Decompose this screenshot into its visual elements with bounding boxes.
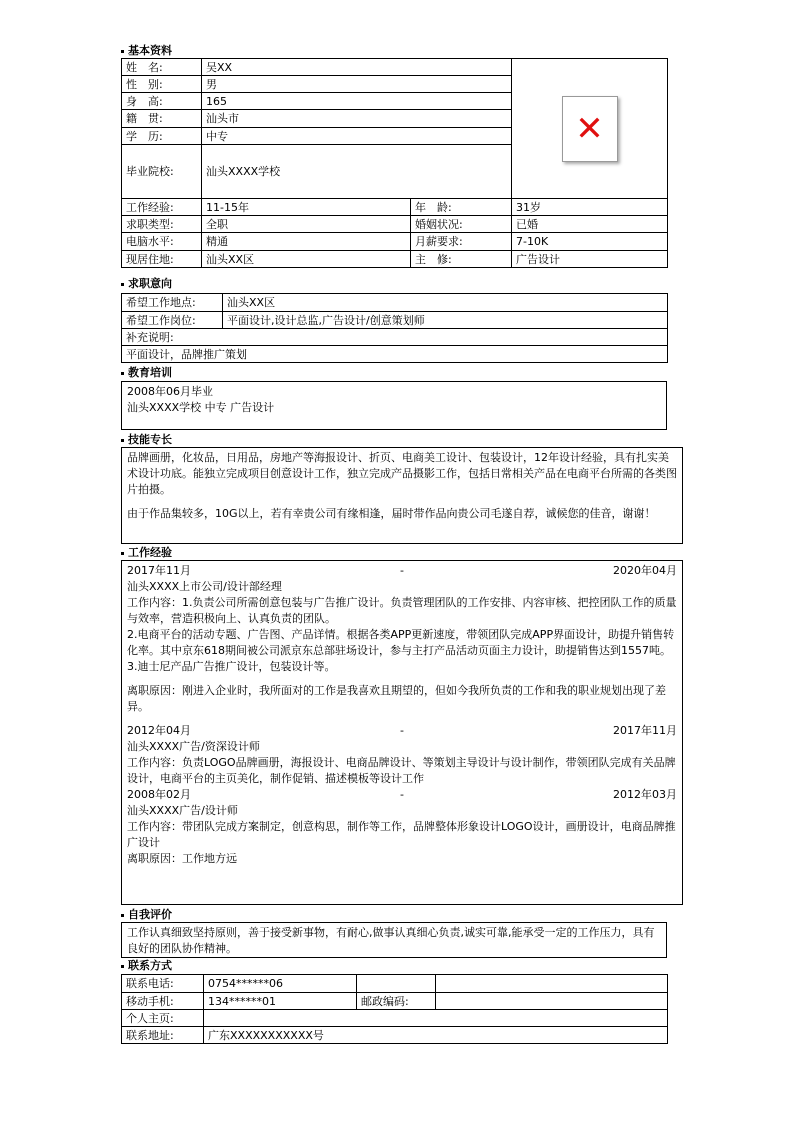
photo-cell [512,59,668,199]
jobtype-label: 求职类型: [122,216,202,233]
job-2-title: 汕头XXXX广告/资深设计师 [127,740,260,753]
job-1-content-3: 3.迪士尼产品广告推广设计，包装设计等。 [127,660,336,673]
zip-value [436,993,668,1010]
phone-label: 联系电话: [122,975,204,993]
native-value: 汕头市 [202,110,512,128]
exp-label: 工作经验: [122,199,202,216]
phone-value: 0754******06 [204,975,357,993]
section-title-work: 工作经验 [121,546,172,559]
address-label: 联系地址: [122,1027,204,1044]
gender-label: 性 别: [122,76,202,93]
native-label: 籍 贯: [122,110,202,128]
skills-box [121,447,683,544]
empty-cell [357,975,436,993]
height-value: 165 [202,93,512,110]
avatar [562,96,618,162]
contact-table [121,974,668,1044]
salary-label: 月薪要求: [411,233,512,251]
job-2-dates: 2012年04月 - 2017年11月 [127,724,677,737]
homepage-label: 个人主页: [122,1010,204,1027]
position-label: 希望工作岗位: [122,312,223,329]
major-label: 主 修: [411,251,512,268]
education-detail: 汕头XXXX学校 中专 广告设计 [127,401,275,414]
skills-paragraph-1: 品牌画册，化妆品，日用品，房地产等海报设计、折页、电商美工设计、包装设计，12年设计经验，具有扎实美术设计功底。能独立完成项目创意设计工作，独立完成产品摄影工作，包括日常相关产品在电商平台所需的各类图片拍摄。 [127,451,677,496]
school-label: 毕业院校: [122,145,202,199]
age-label: 年 龄: [411,199,512,216]
job-1-content-1: 工作内容：1.负责公司所需创意包装与广告推广设计。负责管理团队的工作安排、内容审核、把控团队工作的质量与效率，营造积极向上、认真负责的团队。 [127,596,677,625]
location-label: 希望工作地点: [122,294,223,312]
job-3-title: 汕头XXXX广告/设计师 [127,804,238,817]
note-label: 补充说明: [122,329,668,346]
age-value: 31岁 [512,199,668,216]
zip-label: 邮政编码: [357,993,436,1010]
section-title-education: 教育培训 [121,366,172,379]
section-title-skills: 技能专长 [121,433,172,446]
job-1-content-2: 2.电商平台的活动专题、广告图、产品详情。根据各类APP更新速度，带领团队完成APP界面设计，助提升销售转化率。其中京东618期间被公司派京东总部驻场设计，参与主打产品活动页面主力设计，助提销售达到1557吨。 [127,628,675,657]
jobtype-value: 全职 [202,216,411,233]
pc-label: 电脑水平: [122,233,202,251]
education-date: 2008年06月毕业 [127,385,213,398]
name-label: 姓 名: [122,59,202,76]
address-value: 广东XXXXXXXXXXX号 [204,1027,668,1044]
broken-image-icon: ✕ [562,96,618,162]
job-2-content: 工作内容：负责LOGO品牌画册，海报设计、电商品牌设计、等策划主导设计与设计制作，带领团队完成有关品牌设计，电商平台的主页美化，制作促销、描述模板等设计工作 [127,756,676,785]
job-3-dates: 2008年02月 - 2012年03月 [127,788,677,801]
edu-label: 学 历: [122,128,202,145]
salary-value: 7-10K [512,233,668,251]
education-box [121,381,667,430]
edu-value: 中专 [202,128,512,145]
pc-value: 精通 [202,233,411,251]
location-value: 汕头XX区 [223,294,668,312]
job-1-title: 汕头XXXX上市公司/设计部经理 [127,580,282,593]
job-1-reason: 离职原因：刚进入企业时，我所面对的工作是我喜欢且期望的，但如今我所负责的工作和我的职业规划出现了差异。 [127,684,666,713]
self-text: 工作认真细致坚持原则，善于接受新事物，有耐心,做事认真细心负责,诚实可靠,能承受一定的工作压力，具有良好的团队协作精神。 [127,926,655,955]
residence-value: 汕头XX区 [202,251,411,268]
major-value: 广告设计 [512,251,668,268]
marital-value: 已婚 [512,216,668,233]
note-value: 平面设计，品牌推广策划 [122,346,668,363]
section-title-contact: 联系方式 [121,959,172,972]
self-box [121,922,667,958]
basic-info-table [121,58,668,268]
exp-value: 11-15年 [202,199,411,216]
mobile-value: 134******01 [204,993,357,1010]
marital-label: 婚姻状况: [411,216,512,233]
job-3-content: 工作内容：带团队完成方案制定，创意构思，制作等工作，品牌整体形象设计LOGO设计，画册设计，电商品牌推广设计 [127,820,676,849]
position-value: 平面设计,设计总监,广告设计/创意策划师 [223,312,668,329]
homepage-value [204,1010,668,1027]
residence-label: 现居住地: [122,251,202,268]
job-1-dates: 2017年11月 - 2020年04月 [127,564,677,577]
work-box [121,560,683,905]
skills-paragraph-2: 由于作品集较多，10G以上，若有幸贵公司有缘相逢，届时带作品向贵公司毛遂自荐，诚候您的佳音，谢谢！ [127,507,656,520]
intent-table [121,293,668,363]
job-3-reason: 离职原因：工作地方远 [127,852,237,865]
name-value: 吴XX [202,59,512,76]
school-value: 汕头XXXX学校 [202,145,512,199]
section-title-intent: 求职意向 [121,277,172,290]
mobile-label: 移动手机: [122,993,204,1010]
height-label: 身 高: [122,93,202,110]
section-title-basic: 基本资料 [121,44,172,57]
empty-cell [436,975,668,993]
gender-value: 男 [202,76,512,93]
section-title-self: 自我评价 [121,908,172,921]
